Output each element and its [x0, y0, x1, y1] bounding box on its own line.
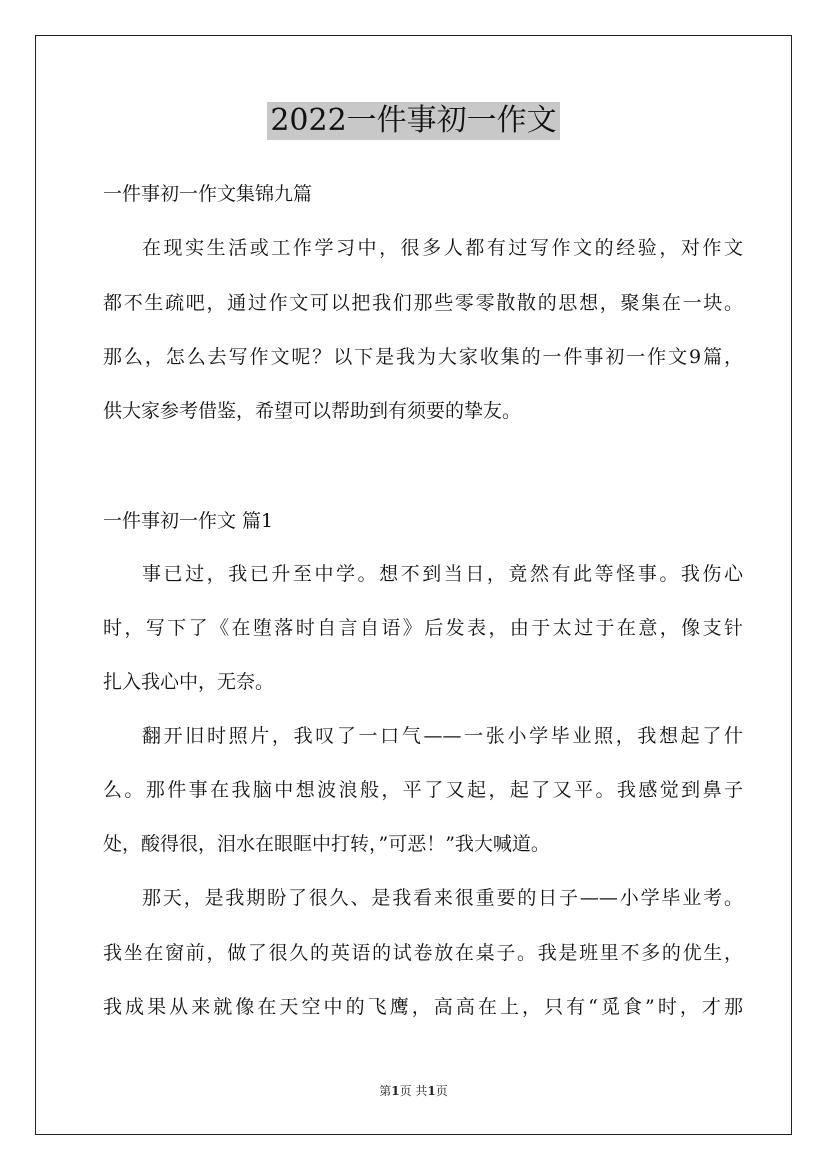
intro-line-3: 那么，怎么去写作文呢？以下是我为大家收集的一件事初一作文9篇，	[103, 346, 743, 368]
document-subtitle: 一件事初一作文集锦九篇	[103, 183, 313, 205]
paragraph-2-line-3: 处，酸得很，泪水在眼眶中打转，”可恶！”我大喊道。	[103, 833, 550, 855]
paragraph-3-line-3: 我成果从来就像在天空中的飞鹰，高高在上，只有“觅食”时，才那	[103, 996, 743, 1018]
document-title: 2022一件事初一作文	[267, 102, 559, 140]
intro-line-4: 供大家参考借鉴，希望可以帮助到有须要的挚友。	[103, 400, 522, 422]
footer-page-total: 1	[427, 1084, 436, 1098]
footer-page-number: 1	[391, 1084, 400, 1098]
intro-line-2: 都不生疏吧，通过作文可以把我们那些零零散散的思想，聚集在一块。	[103, 292, 743, 314]
paragraph-1-line-1: 事已过，我已升至中学。想不到当日，竟然有此等怪事。我伤心	[142, 563, 743, 585]
paragraph-2-line-1: 翻开旧时照片，我叹了一口气——一张小学毕业照，我想起了什	[142, 725, 743, 747]
paragraph-2-line-2: 么。那件事在我脑中想波浪般，平了又起，起了又平。我感觉到鼻子	[103, 779, 743, 801]
intro-line-1: 在现实生活或工作学习中，很多人都有过写作文的经验，对作文	[142, 237, 743, 259]
section-heading: 一件事初一作文 篇1	[103, 510, 274, 532]
footer-mid: 页 共	[399, 1084, 428, 1098]
title-wrap	[0, 102, 827, 140]
paragraph-3-line-2: 我坐在窗前，做了很久的英语的试卷放在桌子。我是班里不多的优生，	[103, 942, 743, 964]
footer-suffix: 页	[435, 1084, 448, 1098]
paragraph-1-line-3: 扎入我心中，无奈。	[103, 671, 275, 693]
paragraph-1-line-2: 时，写下了《在堕落时自言自语》后发表，由于太过于在意，像支针	[103, 617, 743, 639]
page-footer	[0, 1083, 827, 1099]
footer-prefix: 第	[379, 1084, 392, 1098]
paragraph-3-line-1: 那天，是我期盼了很久、是我看来很重要的日子——小学毕业考。	[142, 887, 743, 909]
